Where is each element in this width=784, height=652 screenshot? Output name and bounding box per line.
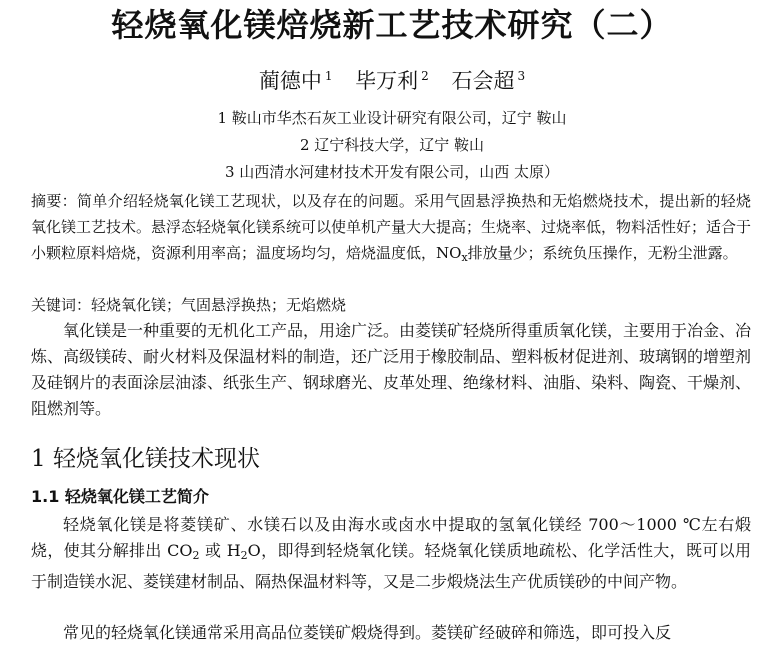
affiliation-3: 3 山西清水河建材技术开发有限公司，山西 太原） [224, 163, 560, 181]
co2-formula [167, 541, 199, 560]
abstract-label: 摘要： [31, 192, 77, 210]
paper-title: 轻烧氧化镁焙烧新工艺技术研究（二） [111, 6, 673, 44]
h2o-o: O [247, 541, 261, 560]
paragraph-text: ，即得到轻烧氧化镁。轻烧氧化镁质地疏松、化学活性大，既可以用于制造镁水泥、菱镁建材制品、隔热保温材料等，又是二步煅烧法生产优质镁砂的中间产物。 [31, 541, 751, 591]
co2-subscript: 2 [192, 549, 200, 562]
keywords-text: 轻烧氧化镁；气固悬浮换热；无焰燃烧 [91, 296, 347, 314]
keywords [31, 292, 346, 318]
affiliation-2: 2 辽宁科技大学，辽宁 鞍山 [299, 136, 485, 154]
h2o-formula [227, 541, 261, 560]
author-list [0, 62, 784, 95]
abstract-text: 简单介绍轻烧氧化镁工艺现状，以及存在的问题。采用气固悬浮换热和无焰燃烧技术，提出新的轻烧氧化镁工艺技术。悬浮态轻烧氧化镁系统可以使单机产量大大提高；生烧率、过烧率低，物料活性好；适合于小颗粒原料焙烧，资源利用率高；温度场均匀，焙烧温度低， [31, 192, 752, 262]
affiliation-1: 1 鞍山市华杰石灰工业设计研究有限公司，辽宁 鞍山 [217, 109, 567, 127]
paragraph-text: 或 [199, 541, 227, 560]
h2o-h: H [226, 541, 241, 560]
author-2 [355, 62, 429, 95]
abstract [31, 188, 751, 293]
nox-subscript: x [461, 251, 468, 264]
nox-formula [436, 244, 468, 262]
subsection-paragraph-1 [31, 512, 751, 595]
author-affil-mark: 2 [421, 69, 429, 83]
co2-base: CO [167, 541, 193, 560]
h2o-subscript: 2 [240, 549, 248, 562]
author-affil-mark: 1 [324, 69, 333, 83]
subsection-heading: 1.1 轻烧氧化镁工艺简介 [31, 487, 209, 506]
author-1 [259, 62, 333, 95]
subsection-paragraph-2: 常见的轻烧氧化镁通常采用高品位菱镁矿煅烧得到。菱镁矿经破碎和筛选，即可投入反 [63, 623, 672, 642]
paragraph-text: 轻烧氧化镁是将菱镁矿、水镁石以及由海水或卤水中提取的氢氧化镁经 700～1000 ℃左右煅烧，使其分解排出 [31, 515, 751, 560]
author-name: 蔺德中 [258, 69, 322, 93]
nox-base: NO [436, 244, 462, 262]
author-name: 毕万利 [355, 69, 419, 93]
author-affil-mark: 3 [517, 69, 526, 83]
author-3 [452, 62, 526, 95]
keywords-label: 关键词： [31, 296, 92, 314]
author-name: 石会超 [451, 69, 515, 93]
intro-paragraph: 氧化镁是一种重要的无机化工产品，用途广泛。由菱镁矿轻烧所得重质氧化镁，主要用于冶金、冶炼、高级镁砖、耐火材料及保温材料的制造，还广泛用于橡胶制品、塑料板材促进剂、玻璃钢的增塑剂及硅钢片的表面涂层油漆、纸张生产、钢球磨光、皮革处理、绝缘材料、油脂、染料、陶瓷、干燥剂、阻燃剂等。 [31, 321, 752, 418]
section-heading: 1 轻烧氧化镁技术现状 [31, 446, 260, 472]
abstract-text-end: 排放量少；系统负压操作，无粉尘泄露。 [467, 244, 738, 262]
